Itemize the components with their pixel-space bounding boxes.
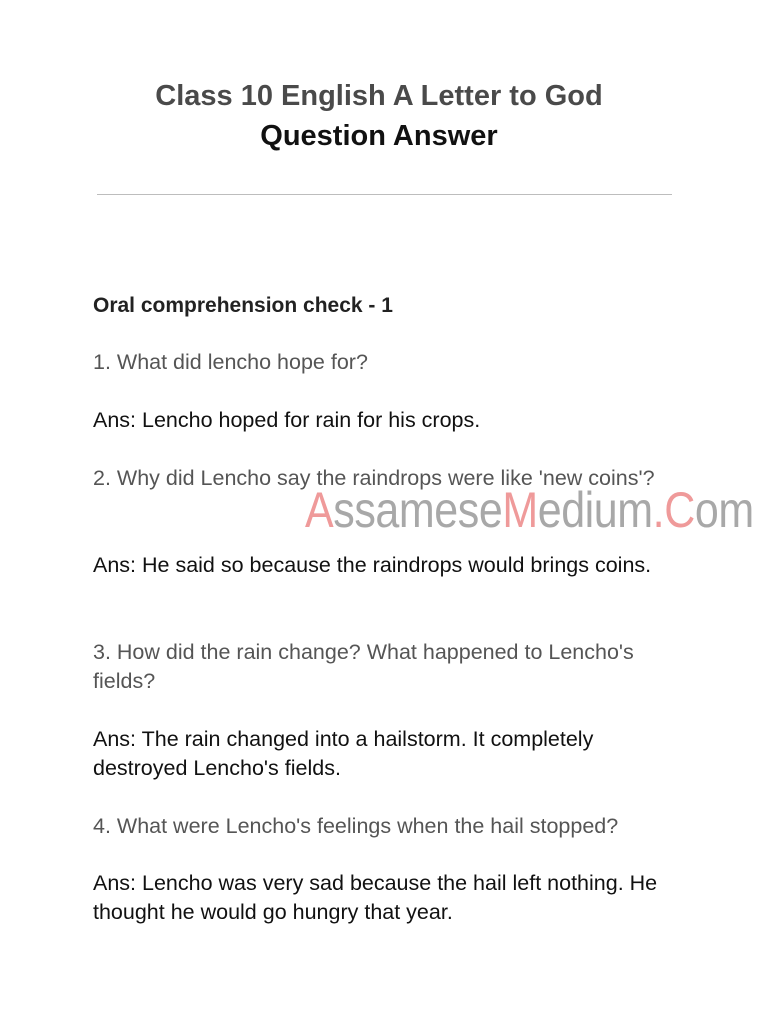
question-1: 1. What did lencho hope for? [93, 350, 368, 374]
title-line-2: Question Answer [260, 120, 498, 152]
watermark-part: . [652, 482, 665, 538]
watermark-part: edium [537, 482, 653, 538]
question-4: 4. What were Lencho's feelings when the hail stopped? [93, 814, 619, 838]
answer-2: Ans: He said so because the raindrops would brings coins. [93, 553, 652, 577]
question-3: 3. How did the rain change? What happened to Lencho's fields? [93, 640, 634, 693]
watermark-part: A [305, 482, 334, 538]
question-2: 2. Why did Lencho say the raindrops were like 'new coins'? [93, 466, 655, 490]
watermark-part: om [694, 482, 754, 538]
watermark-logo [305, 480, 754, 540]
section-heading: Oral comprehension check - 1 [93, 294, 393, 317]
answer-4: Ans: Lencho was very sad because the hail left nothing. He thought he would go hungry that year. [93, 871, 658, 924]
title-line-1: Class 10 English A Letter to God [155, 80, 603, 112]
answer-1: Ans: Lencho hoped for rain for his crops. [93, 408, 481, 432]
watermark-part: M [502, 482, 538, 538]
answer-3: Ans: The rain changed into a hailstorm. It completely destroyed Lencho's fields. [93, 727, 594, 780]
watermark-part: ssamese [333, 482, 503, 538]
divider [97, 194, 672, 195]
watermark-part: C [664, 482, 695, 538]
